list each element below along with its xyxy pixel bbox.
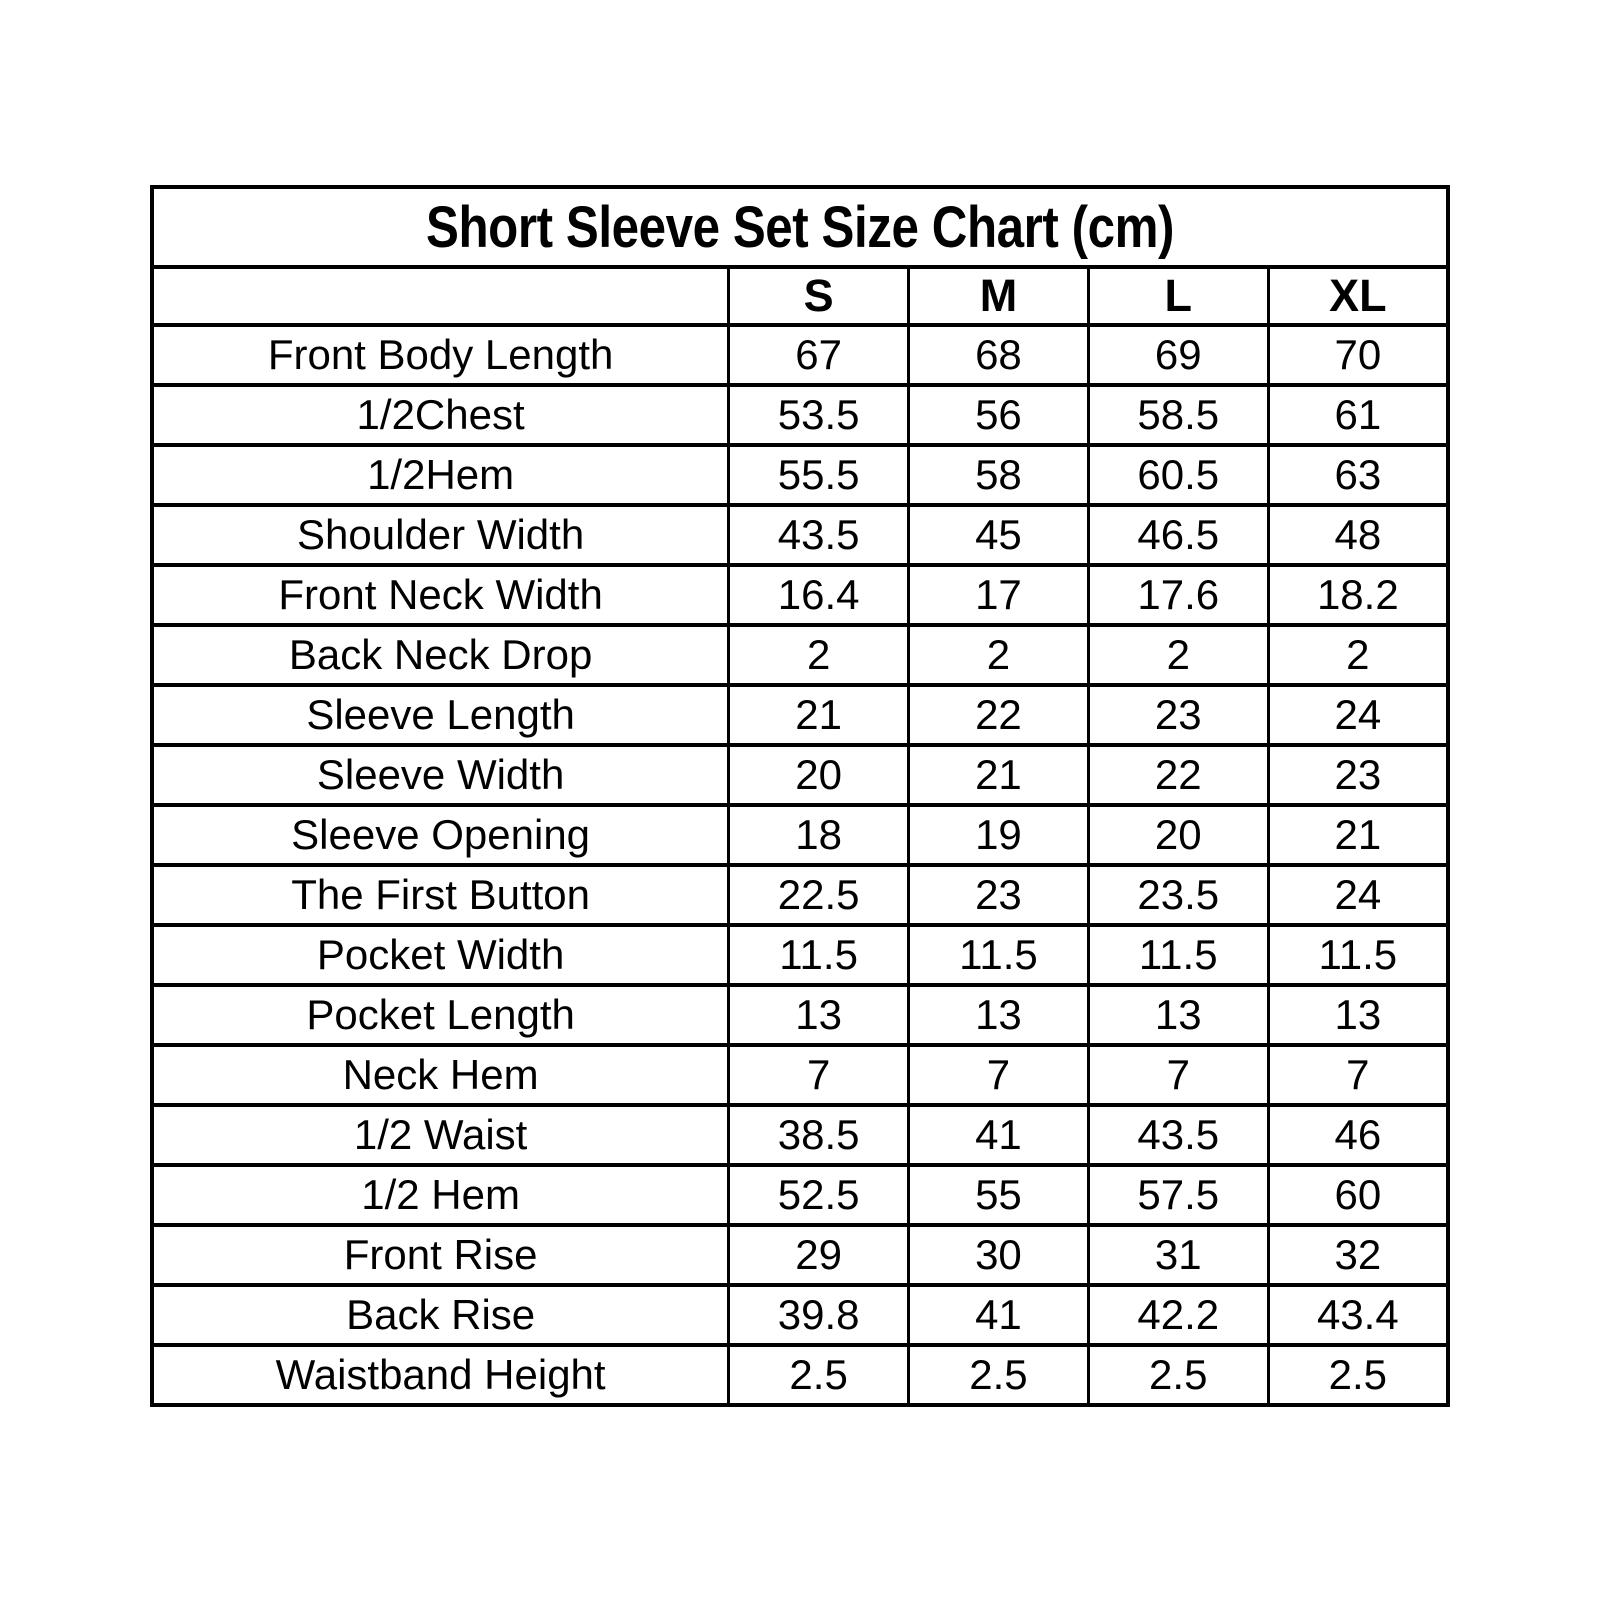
size-value: 69 — [1088, 325, 1268, 385]
column-header-s: S — [729, 267, 909, 325]
row-label: Waistband Height — [152, 1345, 729, 1405]
table-row — [152, 445, 1448, 505]
size-value: 41 — [909, 1285, 1089, 1345]
size-value: 45 — [909, 505, 1089, 565]
title-row — [152, 187, 1448, 267]
size-value: 19 — [909, 805, 1089, 865]
table-row — [152, 325, 1448, 385]
size-value: 52.5 — [729, 1165, 909, 1225]
size-value: 67 — [729, 325, 909, 385]
size-value: 20 — [1088, 805, 1268, 865]
size-value: 22 — [909, 685, 1089, 745]
table-row — [152, 1045, 1448, 1105]
table-row — [152, 865, 1448, 925]
size-value: 18 — [729, 805, 909, 865]
row-label: 1/2 Waist — [152, 1105, 729, 1165]
column-header-m: M — [909, 267, 1089, 325]
size-value: 68 — [909, 325, 1089, 385]
size-value: 16.4 — [729, 565, 909, 625]
size-value: 13 — [909, 985, 1089, 1045]
size-value: 2 — [1268, 625, 1448, 685]
size-value: 13 — [729, 985, 909, 1045]
size-value: 46.5 — [1088, 505, 1268, 565]
row-label: 1/2Chest — [152, 385, 729, 445]
size-value: 18.2 — [1268, 565, 1448, 625]
table-row — [152, 925, 1448, 985]
size-value: 22.5 — [729, 865, 909, 925]
row-label: 1/2Hem — [152, 445, 729, 505]
size-value: 13 — [1268, 985, 1448, 1045]
size-value: 55.5 — [729, 445, 909, 505]
size-value: 11.5 — [1088, 925, 1268, 985]
size-value: 23 — [1268, 745, 1448, 805]
row-label: 1/2 Hem — [152, 1165, 729, 1225]
size-value: 24 — [1268, 865, 1448, 925]
column-header-l: L — [1088, 267, 1268, 325]
size-value: 39.8 — [729, 1285, 909, 1345]
table-row — [152, 745, 1448, 805]
size-value: 2 — [729, 625, 909, 685]
row-label: Shoulder Width — [152, 505, 729, 565]
size-value: 20 — [729, 745, 909, 805]
size-value: 22 — [1088, 745, 1268, 805]
size-value: 11.5 — [729, 925, 909, 985]
size-value: 57.5 — [1088, 1165, 1268, 1225]
size-value: 53.5 — [729, 385, 909, 445]
row-label: Sleeve Width — [152, 745, 729, 805]
size-value: 32 — [1268, 1225, 1448, 1285]
table-row — [152, 985, 1448, 1045]
table-row — [152, 1285, 1448, 1345]
row-label: Back Neck Drop — [152, 625, 729, 685]
size-value: 43.4 — [1268, 1285, 1448, 1345]
size-value: 7 — [909, 1045, 1089, 1105]
table-row — [152, 625, 1448, 685]
row-label: Back Rise — [152, 1285, 729, 1345]
size-value: 70 — [1268, 325, 1448, 385]
size-value: 24 — [1268, 685, 1448, 745]
column-header-empty — [152, 267, 729, 325]
row-label: Front Neck Width — [152, 565, 729, 625]
size-value: 31 — [1088, 1225, 1268, 1285]
column-header-xl: XL — [1268, 267, 1448, 325]
size-value: 21 — [909, 745, 1089, 805]
table-row — [152, 685, 1448, 745]
row-label: Front Body Length — [152, 325, 729, 385]
size-value: 60 — [1268, 1165, 1448, 1225]
size-value: 23 — [1088, 685, 1268, 745]
size-value: 23 — [909, 865, 1089, 925]
size-value: 46 — [1268, 1105, 1448, 1165]
row-label: Sleeve Length — [152, 685, 729, 745]
size-value: 38.5 — [729, 1105, 909, 1165]
size-header-row — [152, 267, 1448, 325]
size-value: 29 — [729, 1225, 909, 1285]
size-value: 23.5 — [1088, 865, 1268, 925]
size-value: 56 — [909, 385, 1089, 445]
size-value: 43.5 — [729, 505, 909, 565]
row-label: Neck Hem — [152, 1045, 729, 1105]
size-value: 21 — [729, 685, 909, 745]
size-value: 2 — [909, 625, 1089, 685]
size-value: 7 — [729, 1045, 909, 1105]
size-value: 2.5 — [909, 1345, 1089, 1405]
size-value: 61 — [1268, 385, 1448, 445]
row-label: Pocket Length — [152, 985, 729, 1045]
table-title-cell — [152, 187, 1448, 267]
size-value: 13 — [1088, 985, 1268, 1045]
size-value: 43.5 — [1088, 1105, 1268, 1165]
table-row — [152, 1225, 1448, 1285]
row-label: Sleeve Opening — [152, 805, 729, 865]
size-chart-table — [150, 185, 1450, 1407]
table-row — [152, 1105, 1448, 1165]
table-row — [152, 385, 1448, 445]
table-title: Short Sleeve Set Size Chart (cm) — [425, 194, 1175, 260]
size-value: 17 — [909, 565, 1089, 625]
table-row — [152, 1165, 1448, 1225]
size-value: 48 — [1268, 505, 1448, 565]
size-value: 7 — [1268, 1045, 1448, 1105]
table-row — [152, 805, 1448, 865]
table-row — [152, 1345, 1448, 1405]
row-label: Front Rise — [152, 1225, 729, 1285]
table-row — [152, 565, 1448, 625]
size-table-body — [152, 325, 1448, 1405]
size-value: 11.5 — [909, 925, 1089, 985]
size-value: 58 — [909, 445, 1089, 505]
size-value: 30 — [909, 1225, 1089, 1285]
row-label: The First Button — [152, 865, 729, 925]
size-value: 2.5 — [1088, 1345, 1268, 1405]
size-value: 2 — [1088, 625, 1268, 685]
size-value: 11.5 — [1268, 925, 1448, 985]
size-value: 7 — [1088, 1045, 1268, 1105]
table-row — [152, 505, 1448, 565]
size-value: 21 — [1268, 805, 1448, 865]
size-value: 41 — [909, 1105, 1089, 1165]
size-value: 2.5 — [729, 1345, 909, 1405]
size-value: 17.6 — [1088, 565, 1268, 625]
size-value: 63 — [1268, 445, 1448, 505]
size-value: 42.2 — [1088, 1285, 1268, 1345]
size-value: 55 — [909, 1165, 1089, 1225]
size-value: 58.5 — [1088, 385, 1268, 445]
row-label: Pocket Width — [152, 925, 729, 985]
size-value: 60.5 — [1088, 445, 1268, 505]
size-value: 2.5 — [1268, 1345, 1448, 1405]
